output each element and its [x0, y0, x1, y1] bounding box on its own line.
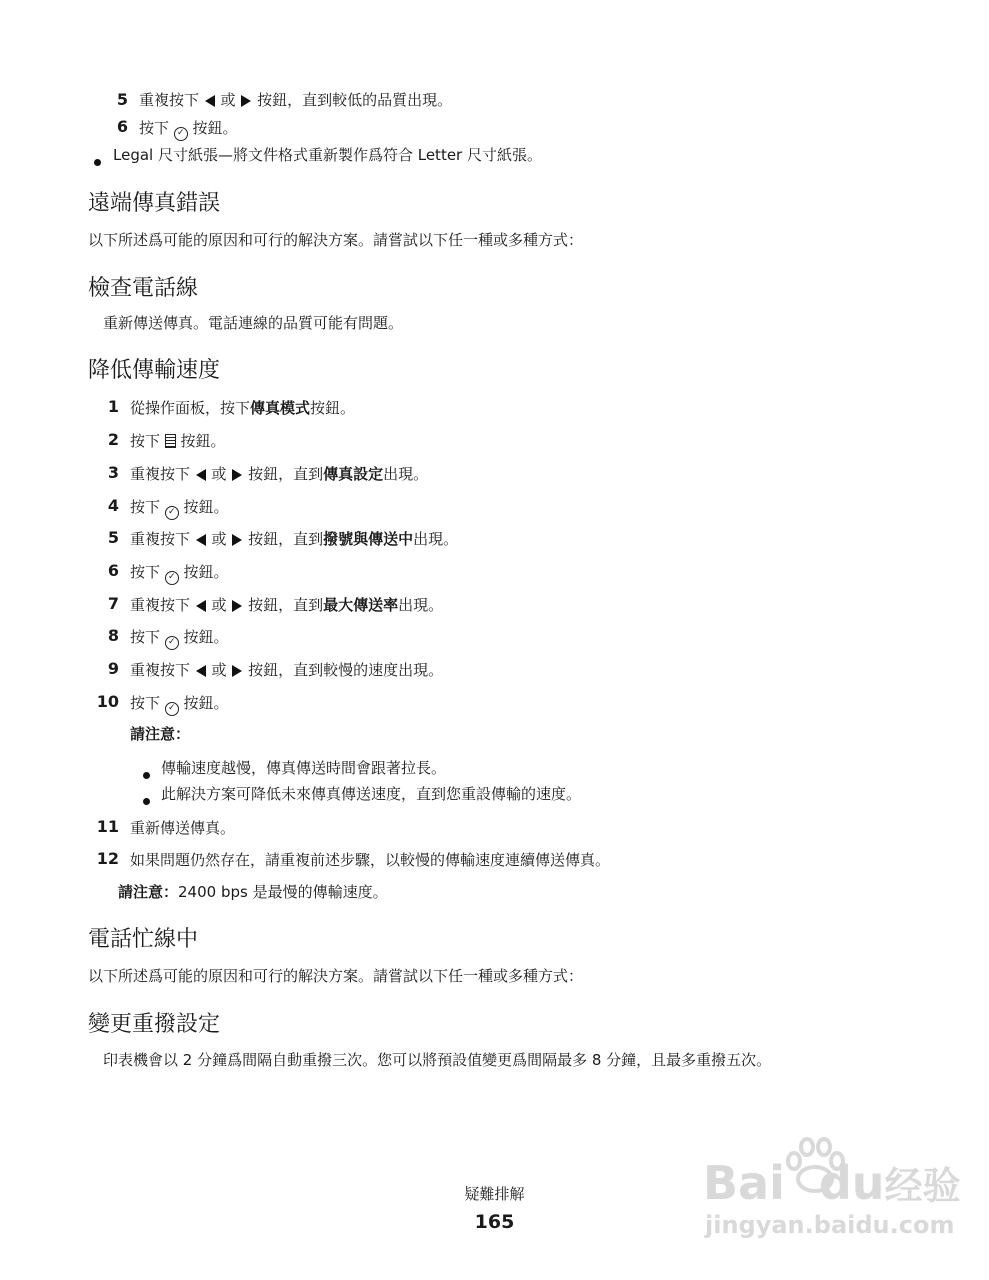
step-text-pre: 重複按下	[139, 91, 204, 109]
step-text-post: 按鈕。	[178, 563, 229, 581]
step-number: 9	[107, 659, 119, 678]
right-arrow-icon	[231, 468, 243, 482]
step-text	[139, 118, 238, 141]
step-text-pre: 重複按下	[130, 596, 195, 614]
left-arrow-icon	[195, 468, 207, 482]
step-number: 8	[107, 626, 119, 645]
checkmark-button-icon: ✓	[165, 571, 179, 585]
bullet-icon	[143, 764, 150, 783]
step-text	[130, 529, 458, 549]
left-arrow-icon	[195, 599, 207, 613]
step-text-post: 按鈕，直到	[243, 530, 324, 548]
step-text-pre: 按下	[130, 694, 165, 712]
left-arrow-icon	[204, 94, 216, 108]
step-text-post: 按鈕，直到較低的品質出現。	[252, 91, 453, 109]
step-text	[130, 497, 229, 520]
subsection-heading: 檢查電話線	[88, 276, 199, 301]
checkmark-button-icon: ✓	[174, 127, 188, 141]
bullet-icon	[143, 790, 150, 809]
step-text-end: 出現。	[398, 596, 444, 614]
right-arrow-icon	[240, 94, 252, 108]
step-text-mid: 或	[206, 465, 232, 483]
step-text-pre: 重複按下	[130, 465, 195, 483]
step-text-mid: 或	[215, 91, 241, 109]
step-text-pre: 按下	[130, 498, 165, 516]
step-text-pre: 按下	[139, 119, 174, 137]
final-note-text: 2400 bps 是最慢的傳輸速度。	[178, 883, 388, 901]
step-text-pre: 按下	[130, 628, 165, 646]
step-text-bold: 最大傳送率	[323, 596, 399, 614]
watermark-brand3: 经验	[884, 1164, 961, 1208]
step-text	[130, 595, 443, 615]
step-text-post: 按鈕。	[187, 119, 238, 137]
step-text-pre: 從操作面板，按下	[130, 399, 251, 417]
watermark-logo	[703, 1158, 961, 1211]
step-text	[130, 562, 229, 585]
checkmark-button-icon: ✓	[165, 636, 179, 650]
step-number: 1	[107, 397, 119, 416]
step-text	[130, 660, 443, 680]
note-label: 請注意：	[130, 725, 191, 743]
step-number: 5	[116, 90, 128, 109]
step-text-pre: 按下	[130, 563, 165, 581]
step-number: 4	[107, 496, 119, 515]
step-text-bold: 傳真模式	[250, 399, 311, 417]
watermark-brand2: du	[818, 1156, 885, 1210]
bullet-text: Legal 尺寸紙張—將文件格式重新製作爲符合 Letter 尺寸紙張。	[113, 146, 542, 164]
step-number: 12	[96, 849, 119, 868]
step-text: 重新傳送傳真。	[130, 819, 236, 837]
step-number: 5	[107, 528, 119, 547]
bullet-icon	[94, 151, 101, 170]
step-text-bold: 傳真設定	[323, 465, 384, 483]
step-text-mid: 或	[206, 661, 232, 679]
step-number: 3	[107, 463, 119, 482]
step-text-mid: 或	[206, 530, 232, 548]
step-number: 2	[107, 430, 119, 449]
footer-section-name: 疑難排解	[464, 1185, 525, 1203]
step-text	[130, 627, 229, 650]
section-intro: 以下所述爲可能的原因和可行的解決方案。請嘗試以下任一種或多種方式：	[88, 967, 584, 985]
subsection-heading: 變更重撥設定	[88, 1012, 221, 1037]
step-text	[130, 398, 355, 418]
note-bullet-text: 此解決方案可降低未來傳真傳送速度，直到您重設傳輸的速度。	[161, 785, 582, 803]
step-text-end: 出現。	[383, 465, 429, 483]
menu-button-icon	[165, 434, 176, 448]
step-text-pre: 重複按下	[130, 661, 195, 679]
subsection-heading: 降低傳輸速度	[88, 358, 221, 383]
left-arrow-icon	[195, 664, 207, 678]
step-text-post: 按鈕。	[178, 628, 229, 646]
step-text-end: 出現。	[413, 530, 459, 548]
step-text-pre: 按下	[130, 432, 165, 450]
step-text-post: 按鈕。	[178, 498, 229, 516]
final-note	[118, 882, 388, 902]
checkmark-button-icon: ✓	[165, 506, 179, 520]
step-text-bold: 撥號與傳送中	[323, 530, 414, 548]
step-text-post: 按鈕。	[175, 432, 226, 450]
right-arrow-icon	[231, 533, 243, 547]
watermark-brand: Bai	[703, 1156, 785, 1210]
left-arrow-icon	[195, 533, 207, 547]
step-text	[130, 693, 229, 716]
section-intro: 以下所述爲可能的原因和可行的解決方案。請嘗試以下任一種或多種方式：	[88, 231, 584, 249]
step-text	[139, 90, 452, 110]
step-text	[130, 464, 428, 484]
section-heading: 電話忙線中	[88, 927, 199, 952]
step-text: 如果問題仍然存在，請重複前述步驟，以較慢的傳輸速度連續傳送傳真。	[130, 851, 611, 869]
step-text-pre: 重複按下	[130, 530, 195, 548]
page-number: 165	[474, 1211, 515, 1233]
step-number: 11	[96, 817, 119, 836]
step-text-post: 按鈕。	[178, 694, 229, 712]
subsection-body: 印表機會以 2 分鐘爲間隔自動重撥三次。您可以將預設值變更爲間隔最多 8 分鐘，且最多重撥五次。	[103, 1051, 772, 1069]
step-text	[130, 431, 226, 451]
step-text-post: 按鈕，直到較慢的速度出現。	[243, 661, 444, 679]
step-text-post: 按鈕，直到	[243, 596, 324, 614]
step-number: 10	[96, 692, 119, 711]
step-number: 6	[107, 561, 119, 580]
step-text-mid: 或	[206, 596, 232, 614]
watermark-url: jingyan.baidu.com	[705, 1211, 955, 1239]
checkmark-button-icon: ✓	[165, 702, 179, 716]
step-number: 7	[107, 594, 119, 613]
step-text-post: 按鈕，直到	[243, 465, 324, 483]
step-text-post: 按鈕。	[310, 399, 356, 417]
note-bullet-text: 傳輸速度越慢，傳真傳送時間會跟著拉長。	[161, 759, 447, 777]
section-heading: 遠端傳真錯誤	[88, 191, 221, 216]
right-arrow-icon	[231, 664, 243, 678]
step-number: 6	[116, 117, 128, 136]
final-note-label: 請注意：	[118, 883, 179, 901]
subsection-body: 重新傳送傳真。電話連線的品質可能有問題。	[103, 314, 404, 332]
right-arrow-icon	[231, 599, 243, 613]
